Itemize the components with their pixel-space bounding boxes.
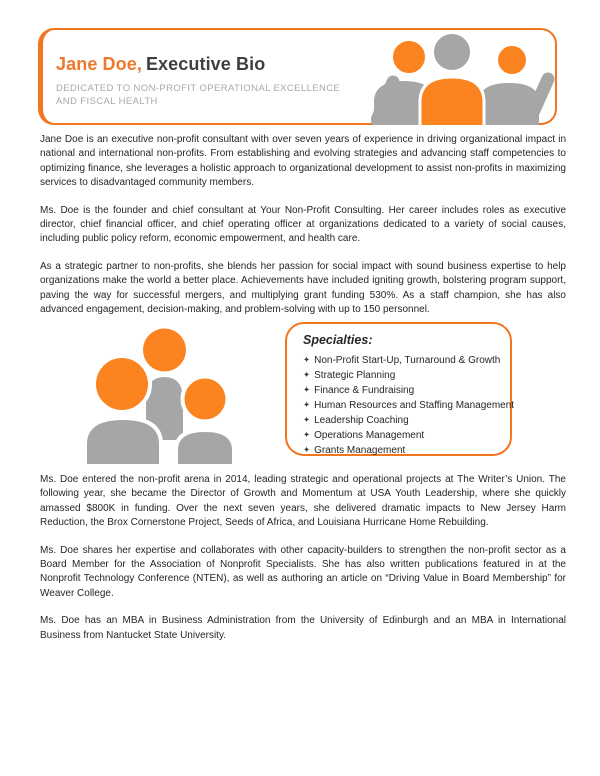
specialties-list — [303, 353, 515, 458]
bio-paragraph-3: As a strategic partner to non-profits, she blends her passion for social impact with sound business expertise to help organizations make the world a better place. Achievements have included igniting growth, bolstering program support, paving the way for successful mergers, and multiplying grant funding 530%. As a staff champion, she has also advanced engagement, decision-making, and problem-solving with up to 150 personnel. — [40, 260, 566, 316]
specialty-item — [303, 353, 500, 368]
specialty-label: Finance & Fundraising — [314, 385, 415, 396]
title-suffix: Executive Bio — [145, 54, 266, 74]
specialty-label: Leadership Coaching — [314, 415, 409, 426]
specialty-label: Human Resources and Staffing Management — [314, 400, 515, 411]
specialties-card — [285, 322, 515, 456]
bio-intro-section — [40, 133, 566, 330]
specialty-label: Strategic Planning — [314, 370, 396, 381]
specialty-item — [303, 398, 515, 413]
specialty-item — [303, 443, 500, 458]
tagline — [56, 82, 340, 108]
diamond-bullet-icon: ✦ — [303, 414, 311, 425]
team-people-icon — [85, 328, 245, 464]
person-name: Jane Doe, — [56, 54, 142, 74]
diamond-bullet-icon: ✦ — [303, 399, 311, 410]
bio-paragraph-2: Ms. Doe is the founder and chief consultant at Your Non-Profit Consulting. Her career includes roles as executive director, chief financial officer, and chief operating officer at organizations dedicated to a variety of social causes, including public policy reform, economic empowerment, and health care. — [40, 204, 566, 245]
specialty-item — [303, 413, 500, 428]
bio-history-section — [40, 473, 566, 656]
specialty-label: Operations Management — [314, 430, 425, 441]
bio-paragraph-4: Ms. Doe entered the non-profit arena in 2014, leading strategic and operational projects at The Writer’s Union. The following year, she became the Director of Growth and Momentum at USA Youth Leadership, where she quickly amassed $800K in funding. Over the next seven years, she delivered dramatic impacts to New Jersey Harm Reduction, the Brox Cornerstone Project, Seeds of Africa, and Louisiana Hurricane Home Rebuilding. — [40, 474, 566, 529]
header-card — [38, 28, 557, 125]
specialty-item — [303, 368, 500, 383]
page-title — [56, 54, 340, 75]
diamond-bullet-icon: ✦ — [303, 354, 311, 365]
specialty-label: Grants Management — [314, 445, 406, 456]
diamond-bullet-icon: ✦ — [303, 369, 311, 380]
specialty-label: Non-Profit Start-Up, Turnaround & Growth — [314, 355, 501, 366]
diamond-bullet-icon: ✦ — [303, 384, 311, 395]
bio-paragraph-1: Jane Doe is an executive non-profit consultant with over seven years of experience in driving organizational impact in national and international non-profits. From establishing and evolving strategies and advancing staff competencies to optimizing finance, she leverages a holistic approach to organizational development to assist non-profits in maximizing services to disadvantaged community members. — [40, 134, 566, 189]
specialty-item — [303, 428, 500, 443]
diamond-bullet-icon: ✦ — [303, 429, 311, 440]
header-text — [56, 54, 340, 108]
specialties-title: Specialties: — [303, 333, 373, 347]
tagline-line-1: DEDICATED TO NON-PROFIT OPERATIONAL EXCELLENCE — [56, 83, 341, 94]
people-group-icon — [371, 32, 557, 125]
tagline-line-2: AND FISCAL HEALTH — [56, 96, 158, 107]
specialty-item — [303, 383, 500, 398]
diamond-bullet-icon: ✦ — [303, 444, 311, 455]
bio-paragraph-6: Ms. Doe has an MBA in Business Administration from the University of Edinburgh and an MBA in International Business from Nantucket State University. — [40, 615, 566, 641]
bio-paragraph-5: Ms. Doe shares her expertise and collaborates with other capacity-builders to strengthen the non-profit sector as a Board Member for the Association of Nonprofit Specialists. She has also written publications featured in at the Nonprofit Technology Conference (NTEN), as well as authoring an article on “Driving Value in Board Membership” for Weaver College. — [40, 544, 566, 599]
